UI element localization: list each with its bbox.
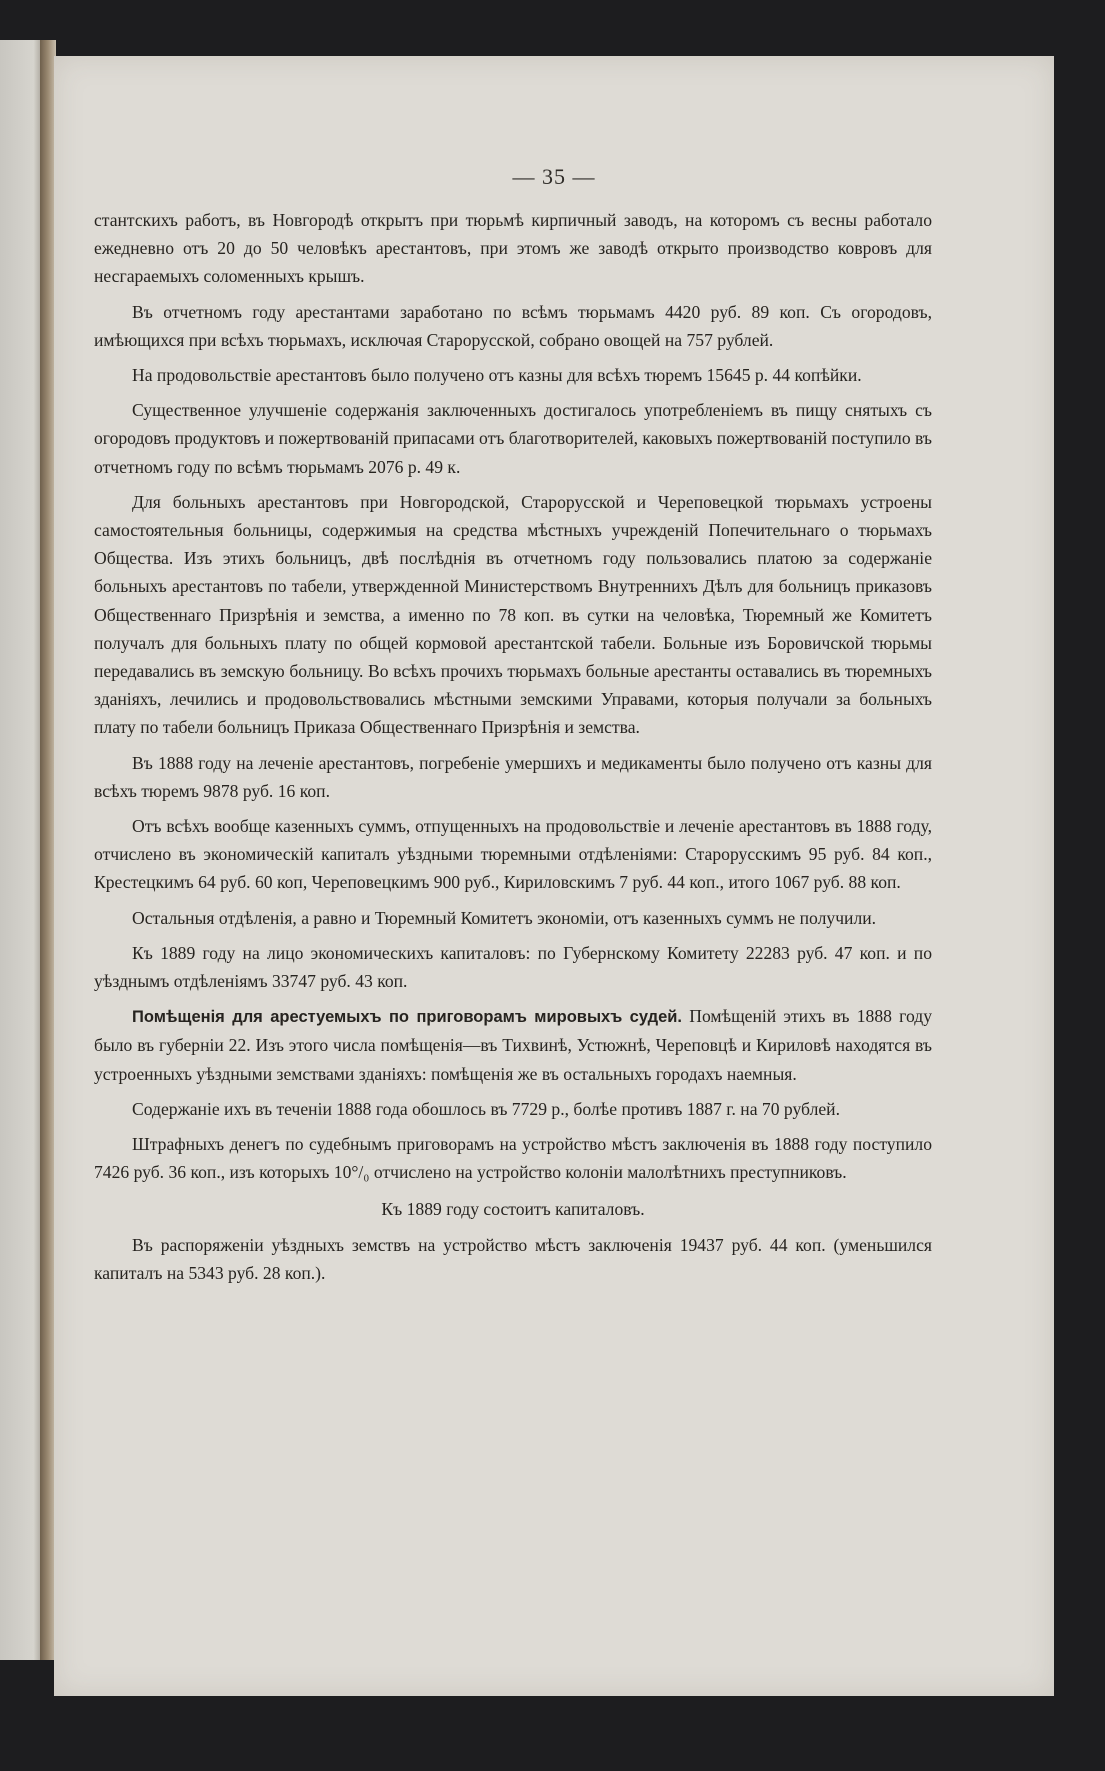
paragraph-2: Въ отчетномъ году арестантами заработано по всѣмъ тюрьмамъ 4420 руб. 89 коп. Съ огородовъ, имѣющихся при всѣхъ тюрьмахъ, исключая Старорусской, собрано овощей на 757 рублей.: [94, 301, 932, 350]
page-number: — 35 —: [512, 164, 596, 189]
paragraph-3: На продовольствіе арестантовъ было получено отъ казны для всѣхъ тюремъ 15645 р. 44 копѣйки.: [132, 365, 862, 386]
paragraph-7: Отъ всѣхъ вообще казенныхъ суммъ, отпущенныхъ на продовольствіе и леченіе арестантовъ въ 1888 году, отчислено въ экономическій капиталъ уѣздными тюремными отдѣленіями: Старорусскимъ 95 руб. 84 коп., Крестецкимъ 64 руб. 60 коп, Череповецкимъ 900 руб., Кириловскимъ 7 руб. 44 коп., итого 1067 руб. 88 коп.: [94, 816, 932, 893]
section-heading: Помѣщенія для арестуемыхъ по приговорамъ мировыхъ судей.: [132, 1008, 682, 1027]
paragraph-fines: Штрафныхъ денегъ по судебнымъ приговорамъ на устройство мѣстъ заключенія въ 1888 году поступило 7426 руб. 36 коп., изъ которыхъ 10°/₀ отчислено на устройство колоніи малолѣтнихъ преступниковъ.: [94, 1134, 932, 1183]
paragraph-maintenance: Содержаніе ихъ въ теченіи 1888 года обошлось въ 7729 р., болѣе противъ 1887 г. на 70 рублей.: [132, 1098, 840, 1119]
section-heading-rest: Помѣщеній этихъ въ 1888 году было въ губерніи 22. Изъ этого числа помѣщенія—въ Тихвинѣ, Устюжнѣ, Череповцѣ и Кириловѣ находятся въ устроенныхъ уѣздными земствами зданіяхъ: помѣщенія же въ остальныхъ городахъ наемныя.: [94, 1006, 932, 1084]
capital-subtitle: Къ 1889 году состоитъ капиталовъ.: [381, 1198, 645, 1219]
paragraph-4: Существенное улучшеніе содержанія заключенныхъ достигалось употребленіемъ въ пищу снятыхъ съ огородовъ продуктовъ и пожертвованій припасами отъ благотворителей, каковыхъ пожертвованій поступило въ отчетномъ году по всѣмъ тюрьмамъ 2076 р. 49 к.: [94, 400, 932, 477]
paragraph-9: Къ 1889 году на лицо экономическихъ капиталовъ: по Губернскому Комитету 22283 руб. 47 коп. и по уѣзднымъ отдѣленіямъ 33747 руб. 43 коп.: [94, 942, 932, 992]
paragraph-5: Для больныхъ арестантовъ при Новгородской, Старорусской и Череповецкой тюрьмахъ устроены самостоятельныя больницы, содержимыя на средства мѣстныхъ учрежденій Попечительнаго о тюрьмахъ Общества. Изъ этихъ больницъ, двѣ послѣднія въ отчетномъ году пользовались платою за содержаніе больныхъ арестантовъ по табели, утвержденной Министерствомъ Внутреннихъ Дѣлъ для больницъ приказовъ Общественнаго Призрѣнія и земства, а именно по 78 коп. въ сутки на человѣка, Тюремный же Комитетъ получалъ для больныхъ плату по общей кормовой арестантской табели. Больные изъ Боровичской тюрьмы передавались въ земскую больницу. Во всѣхъ прочихъ тюрьмахъ больные арестанты оставались въ тюремныхъ зданіяхъ, лечились и продовольствовались мѣстными земскими Управами, которыя получали за больныхъ плату по табели больницъ Приказа Общественнаго Призрѣнія и земства.: [94, 491, 932, 738]
page-body: [94, 206, 932, 1294]
paragraph-capital: Въ распоряженіи уѣздныхъ земствъ на устройство мѣстъ заключенія 19437 руб. 44 коп. (уменьшился капиталъ на 5343 руб. 28 коп.).: [94, 1234, 932, 1283]
section-paragraph: [94, 1002, 932, 1088]
paragraph-8: Остальныя отдѣленія, а равно и Тюремный Комитетъ экономіи, отъ казенныхъ суммъ не получили.: [132, 907, 877, 928]
paragraph-1: стантскихъ работъ, въ Новгородѣ открытъ при тюрьмѣ кирпичный заводъ, на которомъ съ весны работало ежедневно отъ 20 до 50 человѣкъ арестантовъ, при этомъ же заводѣ открыто производство ковровъ для несгараемыхъ соломенныхъ крышъ.: [94, 210, 932, 287]
document-page: [54, 56, 1054, 1696]
paragraph-6: Въ 1888 году на леченіе арестантовъ, погребеніе умершихъ и медикаменты было получено отъ казны для всѣхъ тюремъ 9878 руб. 16 коп.: [94, 752, 932, 801]
